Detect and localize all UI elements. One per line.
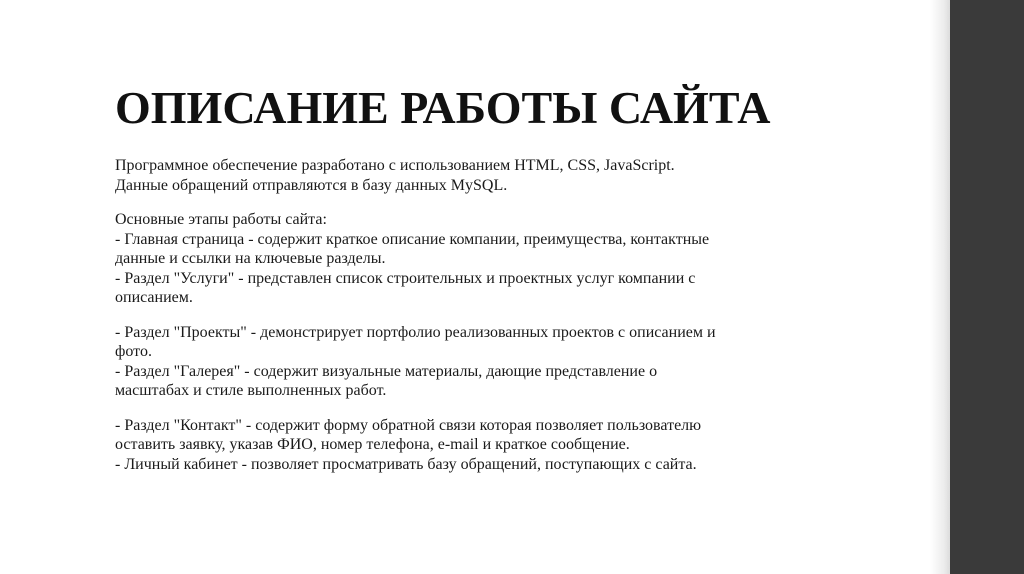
stage-line: оставить заявку, указав ФИО, номер телефона, e-mail и краткое сообщение.: [115, 436, 630, 453]
slide-title: ОПИСАНИЕ РАБОТЫ САЙТА: [115, 82, 771, 133]
stage-line: описанием.: [115, 289, 193, 306]
intro-line: Данные обращений отправляются в базу данных MySQL.: [115, 176, 508, 194]
stages-paragraph-2: [115, 323, 915, 401]
intro-paragraph: [115, 156, 915, 195]
stage-line: - Главная страница - содержит краткое описание компании, преимущества, контактные: [115, 230, 710, 248]
stage-line: фото.: [115, 343, 152, 360]
stage-line: данные и ссылки на ключевые разделы.: [115, 250, 386, 267]
side-bar: [950, 0, 1024, 574]
stages-heading: Основные этапы работы сайта:: [115, 211, 327, 228]
side-bar-shadow: [930, 0, 950, 574]
stage-line: масштабах и стиле выполненных работ.: [115, 382, 387, 399]
stage-line: - Раздел "Услуги" - представлен список строительных и проектных услуг компании с: [115, 269, 696, 287]
stages-paragraph-3: [115, 416, 915, 475]
stage-line: - Раздел "Проекты" - демонстрирует портфолио реализованных проектов с описанием и: [115, 323, 716, 341]
stages-paragraph-1: [115, 210, 915, 308]
stage-line: - Раздел "Контакт" - содержит форму обратной связи которая позволяет пользователю: [115, 416, 702, 434]
intro-line: Программное обеспечение разработано с использованием HTML, CSS, JavaScript.: [115, 157, 675, 174]
slide-body: [115, 156, 915, 474]
stage-line: - Личный кабинет - позволяет просматривать базу обращений, поступающих с сайта.: [115, 455, 697, 473]
stage-line: - Раздел "Галерея" - содержит визуальные материалы, дающие представление о: [115, 362, 658, 380]
